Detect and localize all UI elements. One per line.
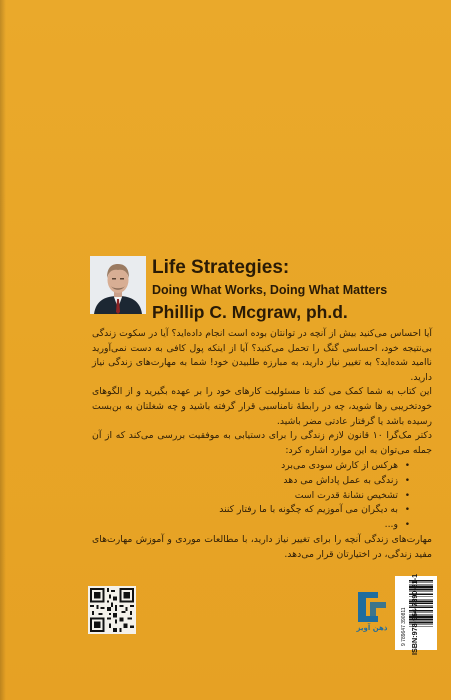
isbn-number: ISBN:978-964-7390-81-1 xyxy=(410,573,419,655)
rules-list-item: • تشخیص نشانهٔ قدرت است xyxy=(92,489,398,504)
rules-list xyxy=(92,459,432,532)
rules-list-item: • به دیگران می آموزیم که چگونه با ما رفتار کنند xyxy=(92,503,398,518)
publisher-name: ذهن آویز xyxy=(356,624,388,632)
blurb-paragraph-4: مهارت‌های زندگی آنچه را برای تغییر نیاز دارید، با مطالعات موردی و آموزش مهارت‌های مفید زندگی، در اختیارتان قرار می‌دهد. xyxy=(92,534,432,560)
book-subtitle: Doing What Works, Doing What Matters xyxy=(152,283,388,297)
blurb-paragraph-3: دکتر مک‌گرا ۱۰ قانون لازم زندگی را برای دستیابی به موفقیت بررسی می‌کند که از آن جمله می‌توان به این موارد اشاره کرد: xyxy=(92,430,432,456)
book-title: Life Strategies: xyxy=(152,257,290,278)
rules-list-item: • هرکس از کارش سودی می‌برد xyxy=(92,459,398,474)
publisher-logo xyxy=(354,588,390,634)
spine-shadow xyxy=(0,0,6,700)
author-photo xyxy=(90,256,146,314)
barcode-digits: 9 789647 390811 xyxy=(401,607,407,646)
blurb-paragraph-2: این کتاب به شما کمک می کند تا مسئولیت کارهای خود را بر عهده بگیرید و از الگوهای خودتخریبی رها شوید، چه در رابطهٔ نامناسبی قرار گرفته باشید و چه شغلتان به بن‌بست رسیده باشد یا گرفتار عادتی مضر باشید. xyxy=(92,386,432,427)
rules-list-item: • زندگی به عمل پاداش می دهد xyxy=(92,474,398,489)
book-author: Phillip C. Mcgraw, ph.d. xyxy=(152,302,348,322)
blurb-paragraph-1: آیا احساس می‌کنید بیش از آنچه در توانتان بوده است انجام داده‌اید؟ آیا در سکوت زندگی بی‌نتیجه‌ خود، احساسی گنگ را تحمل می‌کنید؟ آیا از اینکه پول کافی به دست نمی‌آورید ناامید شده‌اید؟ به تغییر نیاز دارید، به مبارزه طلبیدن خود! شما به مهارت‌های زندگی نیاز دارید. xyxy=(92,328,432,383)
blurb-text xyxy=(92,327,432,563)
title-block xyxy=(152,257,442,323)
qr-code xyxy=(88,586,136,634)
rules-list-item: • و... xyxy=(92,518,398,533)
